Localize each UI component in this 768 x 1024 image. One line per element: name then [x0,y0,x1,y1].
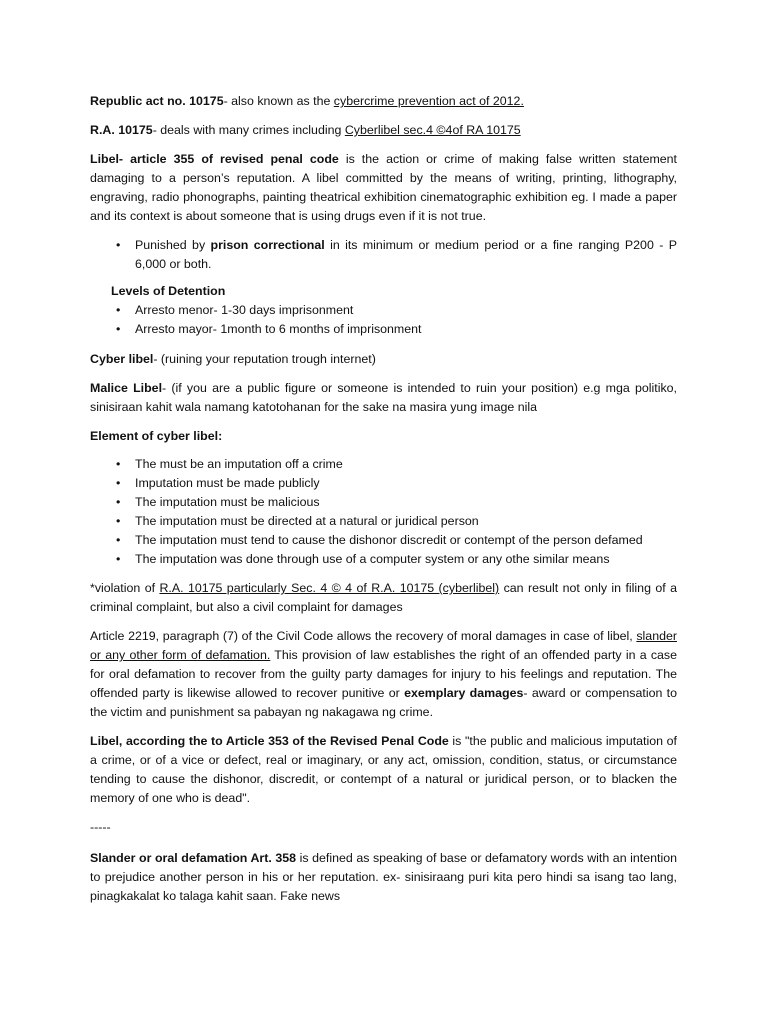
ra10175-section4-link: R.A. 10175 particularly Sec. 4 © 4 of R.A. 10175 (cyberlibel) [159,581,500,595]
list-item: • Imputation must be made publicly [90,474,677,493]
list-item: • Arresto menor- 1-30 days imprisonment [90,301,677,320]
document-page [90,92,677,916]
levels-of-detention-list [90,301,677,339]
separator: ----- [90,820,111,834]
article-353-title: Libel, according the to Article 353 of the Revised Penal Code [90,734,449,748]
slander-defamation-link: slander or any other form of defamation. [90,629,677,662]
slander-title: Slander or oral defamation Art. 358 [90,851,297,865]
cyberlibel-section-link: Cyberlibel sec.4 ©4of RA 10175 [344,123,521,137]
slander-text: is defined as speaking of base or defamatory words with an intention to prejudice another person in his or her reputation. ex- sinisiraang puri kita pero hindi sa isang tao lang, pinagkakalat ko talaga kahit saan. Fake news [90,851,677,903]
prison-correctional: prison correctional [210,238,325,252]
list-item: • The imputation must tend to cause the dishonor discredit or contempt of the person defamed [90,531,677,550]
elements-heading-paragraph [90,427,677,446]
ra10175-text: - also known as the [223,94,334,108]
malice-libel-text: - (if you are a public figure or someone is intended to ruin your position) e.g mga politiko, sinisiraan kahit wala namang katotohanan for the sake na masira yung image nila [90,381,677,414]
cybercrime-act-link: cybercrime prevention act of 2012. [333,94,524,108]
malice-libel-paragraph [90,379,677,417]
malice-libel-title: Malice Libel [90,381,163,395]
ra10175-title: Republic act no. 10175 [90,94,224,108]
cyber-libel-title: Cyber libel [90,352,154,366]
ra10175-short-title: R.A. 10175 [90,123,153,137]
list-item: • Arresto mayor- 1month to 6 months of imprisonment [90,320,677,339]
elements-list [90,455,677,569]
levels-of-detention-heading: Levels of Detention [111,284,226,298]
libel-definition-text: is the action or crime of making false written statement damaging to a person’s reputation. A libel committed by the means of writing, printing, lithography, engraving, radio phonographs, painting theatrical exhibition cinematographic exhibition eg. I made a paper and its context is about someone that is using drugs even if it is not true. [90,152,678,223]
libel-definition-paragraph [90,150,677,226]
cyber-libel-paragraph [90,350,677,369]
article-353-text: is "the public and malicious imputation of a crime, or of a vice or defect, real or imaginary, or any act, omission, condition, status, or circumstance tending to cause the dishonor, discredit, or contempt of a natural or juridical person, or to blacken the memory of one who is dead". [90,734,677,805]
punishment-list [90,236,677,274]
ra10175-paragraph [90,92,677,111]
list-item: • The imputation must be directed at a natural or juridical person [90,512,677,531]
slander-paragraph [90,849,677,906]
punishment-item: • Punished by prison correctional in its minimum or medium period or a fine ranging P200 - P 6,000 or both. [90,236,677,274]
ra10175-crimes-text: - deals with many crimes including [152,123,345,137]
article-2219-paragraph: Article 2219, paragraph (7) of the Civil Code allows the recovery of moral damages in case of libel, slander or any other form of defamation. This provision of law establishes the right of an offended party in a case for oral defamation to recover from the guilty party damages for injury to his feelings and reputation. The offended party is likewise allowed to recover punitive or exemplary damages- award or compensation to the victim and punishment sa pabayan ng nakagawa ng crime. [90,629,678,719]
article-353-paragraph [90,732,677,808]
cyber-libel-text: - (ruining your reputation trough internet) [153,352,376,366]
elements-heading: Element of cyber libel: [90,429,223,443]
exemplary-damages: exemplary damages [404,686,524,700]
violation-paragraph: *violation of R.A. 10175 particularly Sec. 4 © 4 of R.A. 10175 (cyberlibel) can result not only in filing of a criminal complaint, but also a civil complaint for damages [90,581,677,614]
ra10175-crimes-paragraph [90,121,677,140]
list-item: • The must be an imputation off a crime [90,455,677,474]
libel-article-355-title: Libel- article 355 of revised penal code [90,152,339,166]
list-item: • The imputation was done through use of a computer system or any othe similar means [90,550,677,569]
list-item: • The imputation must be malicious [90,493,677,512]
